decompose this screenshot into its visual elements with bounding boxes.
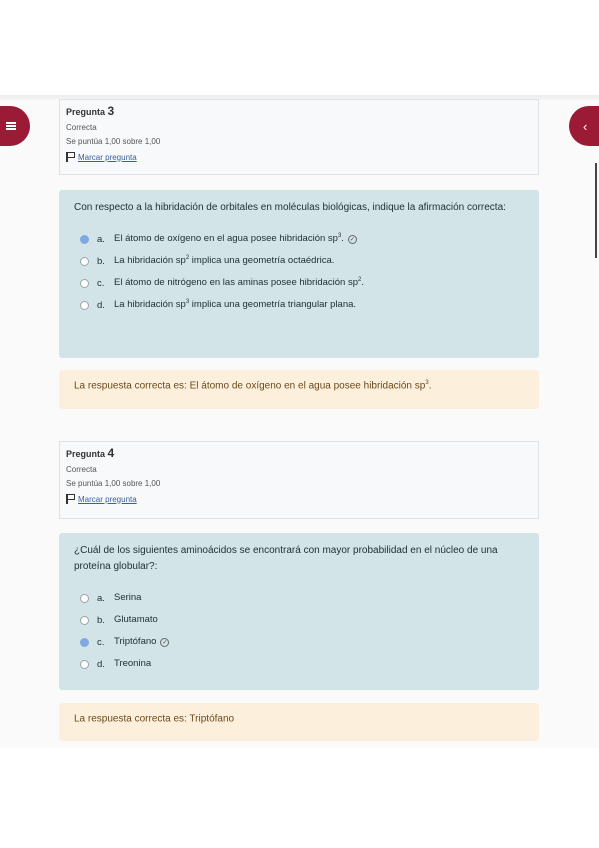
question-text: ¿Cuál de los siguientes aminoácidos se encontrará con mayor probabilidad en el núcleo de una proteína globular?: — [74, 545, 498, 572]
radio-button[interactable] — [80, 279, 89, 288]
answer-list — [74, 587, 524, 675]
flag-icon — [66, 494, 75, 504]
scrollbar[interactable] — [595, 163, 597, 258]
feedback-box-3: La respuesta correcta es: El átomo de oxígeno en el agua posee hibridación $sp^3$. — [59, 370, 539, 409]
flag-icon — [66, 152, 75, 162]
answer-option[interactable] — [74, 653, 524, 675]
answer-text: La hibridación $sp^2$ implica una geometría octaédrica. — [114, 255, 335, 267]
answer-letter: a. — [97, 592, 105, 604]
flag-question-link[interactable]: Marcar pregunta — [66, 494, 532, 504]
answer-letter: b. — [97, 614, 105, 626]
answer-text: Treonina — [114, 658, 152, 670]
answer-text: Glutamato — [114, 614, 158, 626]
answer-text: El átomo de nitrógeno en las aminas posee hibridación $sp^2$. — [114, 277, 364, 289]
question-info-3 — [59, 99, 539, 175]
answer-option[interactable] — [74, 272, 524, 294]
question-state: Correcta — [66, 123, 97, 132]
check-circle-icon: ✓ — [349, 236, 355, 243]
answer-letter: d. — [97, 658, 105, 670]
answer-letter: b. — [97, 255, 105, 267]
check-circle-icon: ✓ — [162, 639, 168, 646]
question-info-4 — [59, 441, 539, 519]
answer-option[interactable] — [74, 587, 524, 609]
hamburger-menu-icon — [6, 122, 16, 130]
radio-button[interactable] — [80, 594, 89, 603]
chevron-left-icon: ‹ — [583, 118, 588, 134]
answer-text: La hibridación $sp^3$ implica una geometría triangular plana. — [114, 299, 357, 311]
answer-letter: c. — [97, 636, 105, 648]
question-grade: Se puntúa 1,00 sobre 1,00 — [66, 137, 161, 146]
answer-option[interactable] — [74, 609, 524, 631]
answer-letter: c. — [97, 277, 105, 289]
question-content-4 — [59, 533, 539, 690]
radio-button[interactable] — [80, 638, 89, 647]
radio-button[interactable] — [80, 235, 89, 244]
answer-option[interactable] — [74, 250, 524, 272]
question-state: Correcta — [66, 465, 97, 474]
answer-list — [74, 228, 524, 316]
question-number: Pregunta 3 — [66, 104, 115, 118]
answer-option[interactable] — [74, 294, 524, 316]
flag-question-link[interactable]: Marcar pregunta — [66, 152, 532, 162]
question-content-3 — [59, 190, 539, 358]
answer-option[interactable] — [74, 631, 524, 653]
radio-button[interactable] — [80, 616, 89, 625]
radio-button[interactable] — [80, 660, 89, 669]
question-number: Pregunta 4 — [66, 446, 115, 460]
answer-option[interactable] — [74, 228, 524, 250]
radio-button[interactable] — [80, 301, 89, 310]
answer-text: El átomo de oxígeno en el agua posee hibridación $sp^3$. — [114, 233, 344, 245]
correct-answer-text: La respuesta correcta es: Triptófano — [74, 713, 235, 725]
answer-text: Serina — [114, 592, 142, 604]
radio-button[interactable] — [80, 257, 89, 266]
answer-text: Triptófano — [114, 636, 157, 648]
answer-letter: a. — [97, 233, 105, 245]
correct-answer-text: La respuesta correcta es: El átomo de oxígeno en el agua posee hibridación sp — [74, 380, 426, 392]
feedback-box-4 — [59, 703, 539, 741]
question-grade: Se puntúa 1,00 sobre 1,00 — [66, 479, 161, 488]
answer-letter: d. — [97, 299, 105, 311]
question-text: Con respecto a la hibridación de orbitales en moléculas biológicas, indique la afirmación correcta: — [74, 202, 506, 213]
